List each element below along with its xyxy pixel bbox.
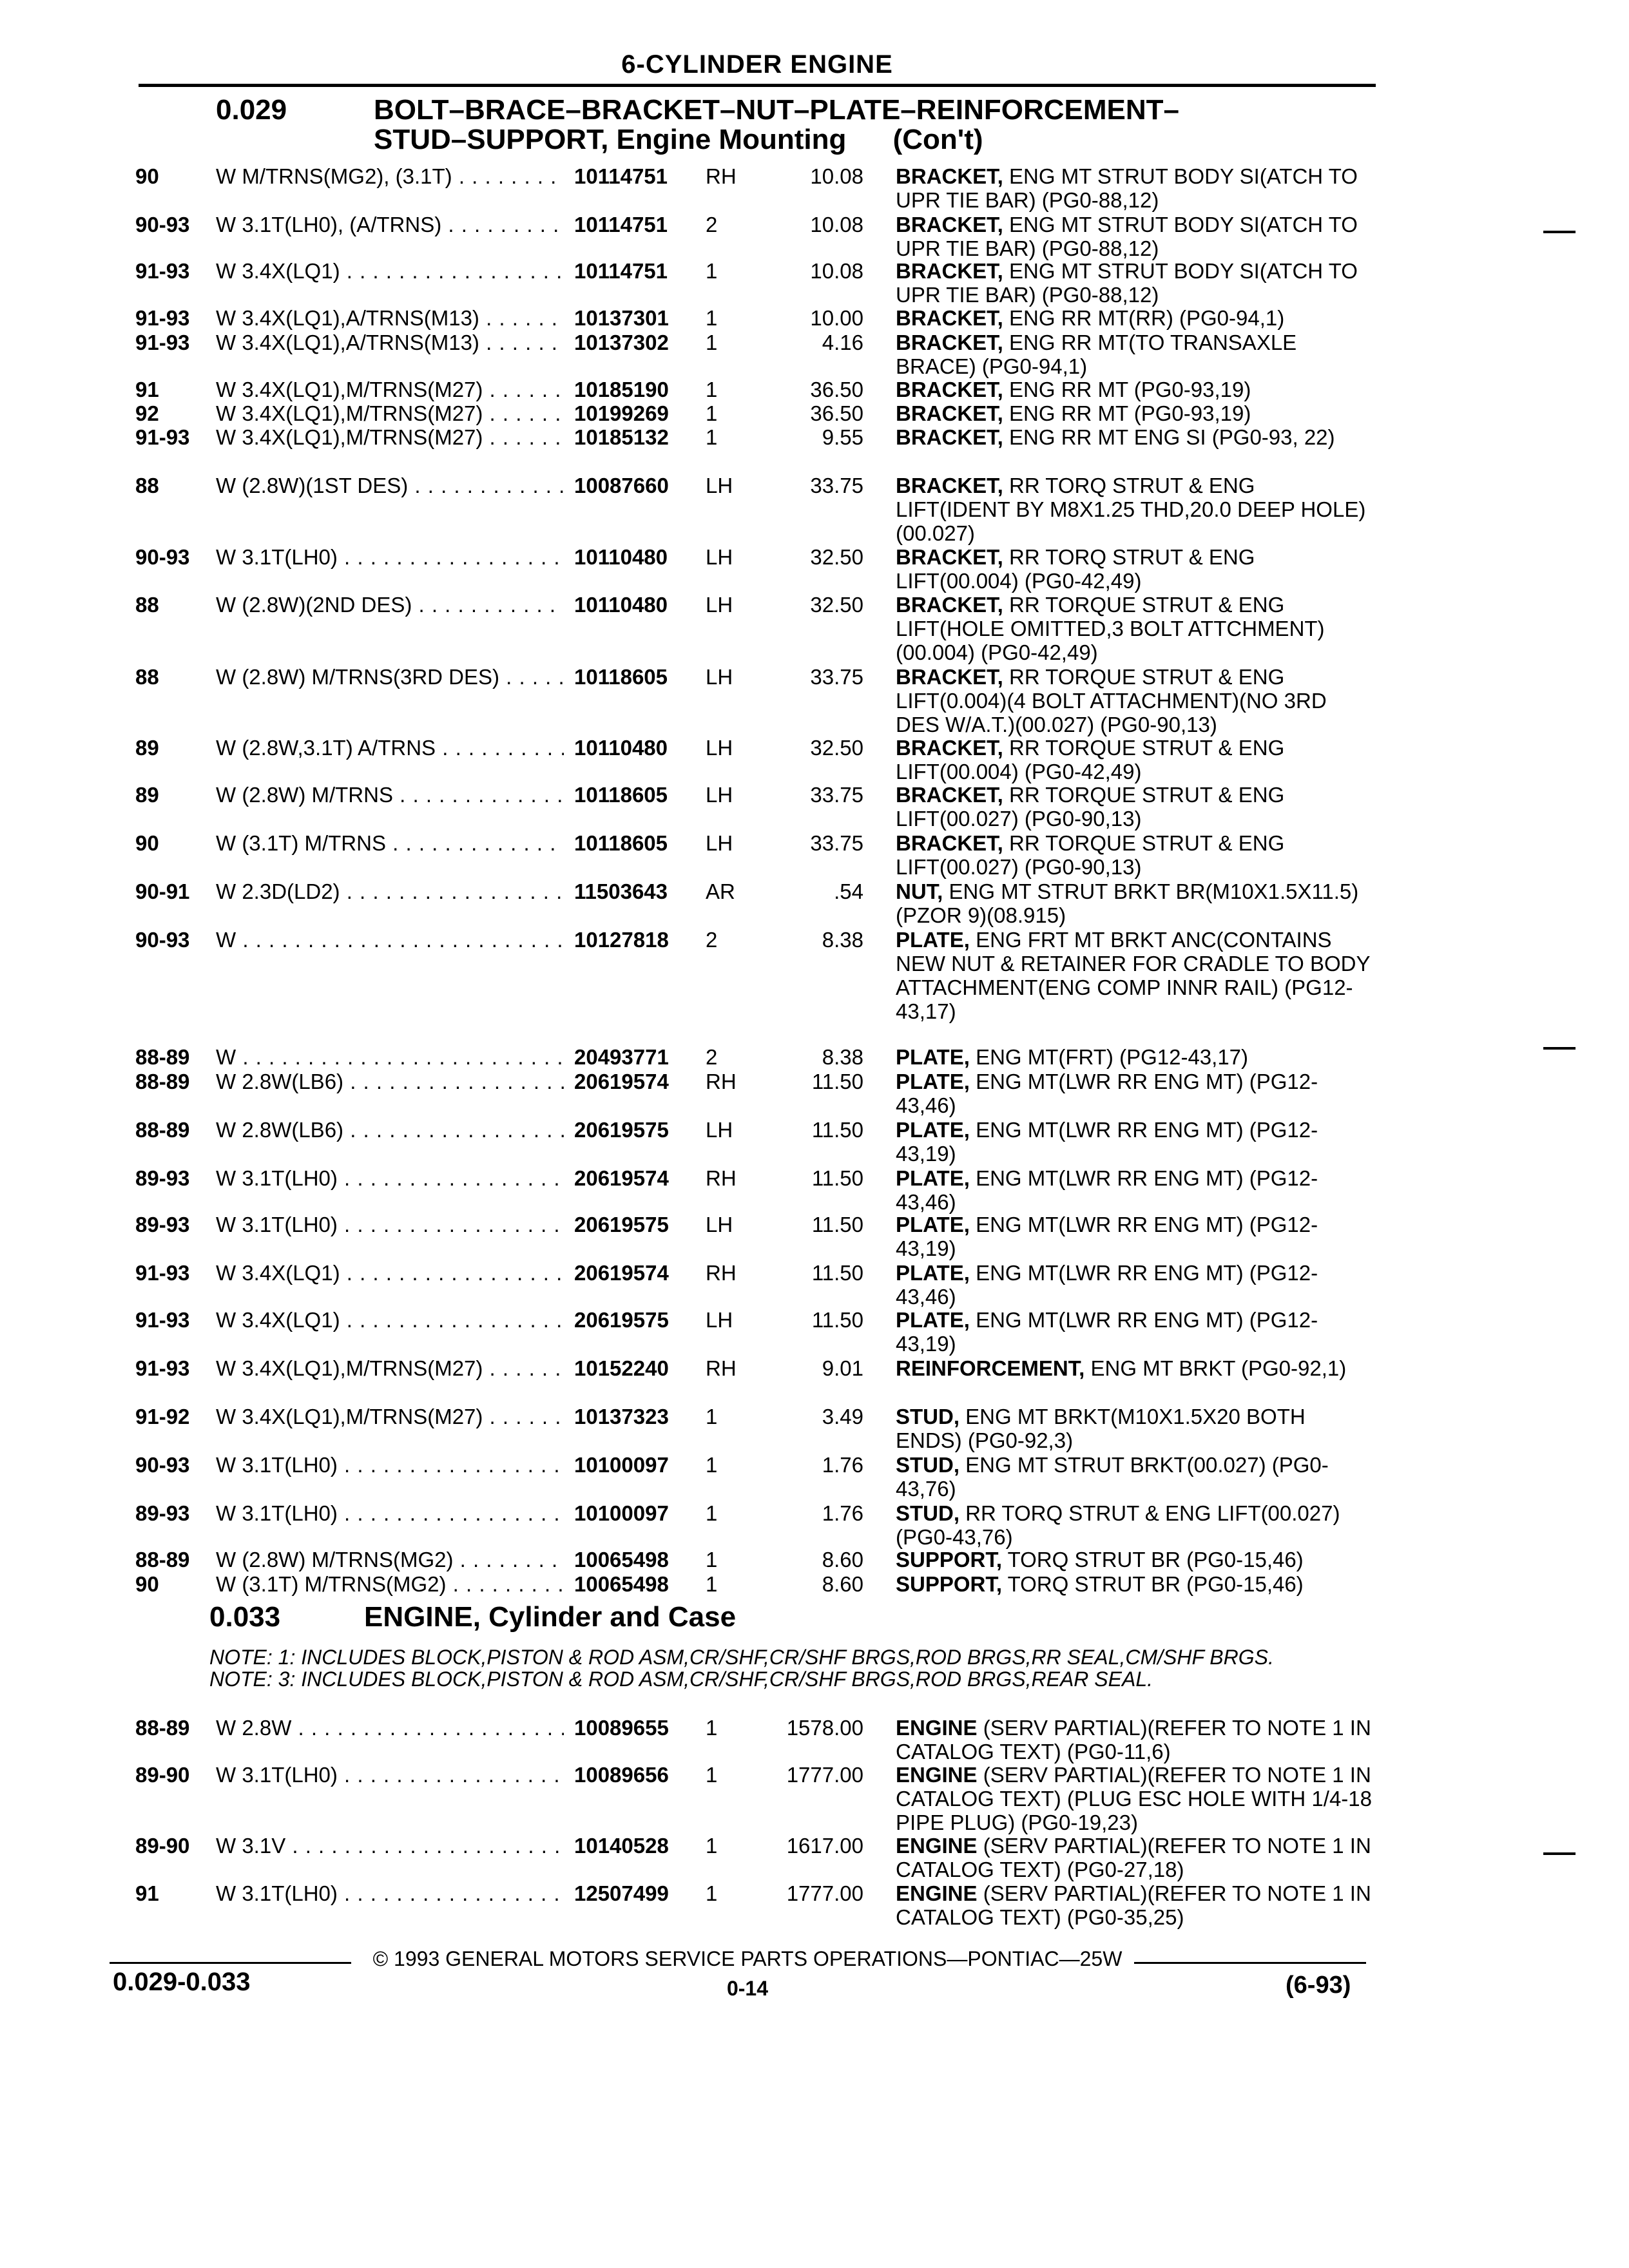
row-price: 8.60 xyxy=(822,1548,863,1571)
row-part-name: STUD, xyxy=(896,1453,959,1477)
row-application: W 3.1T(LH0) . . . xyxy=(216,545,564,569)
row-part-name: BRACKET, xyxy=(896,259,1003,283)
row-application: W 3.1V . . . xyxy=(216,1834,564,1858)
row-description xyxy=(896,1213,1373,1260)
row-description xyxy=(896,665,1373,736)
row-years: 90-93 xyxy=(135,213,190,236)
row-quantity: 2 xyxy=(706,213,718,236)
row-application: W 3.4X(LQ1) . . . xyxy=(216,1261,564,1285)
row-application: W 3.4X(LQ1),M/TRNS(M27) . . . xyxy=(216,1356,564,1380)
row-quantity: RH xyxy=(706,1070,737,1093)
row-description xyxy=(896,736,1373,783)
row-quantity: 1 xyxy=(706,1763,718,1787)
row-description xyxy=(896,1118,1373,1166)
row-quantity: LH xyxy=(706,545,733,569)
footer-date: (6-93) xyxy=(1286,1972,1351,1999)
row-description xyxy=(896,1261,1373,1309)
row-part-name: BRACKET, xyxy=(896,783,1003,807)
row-description xyxy=(896,378,1373,401)
row-price: 10.08 xyxy=(810,259,863,283)
row-price: 1777.00 xyxy=(786,1881,863,1905)
row-application: W (3.1T) M/TRNS(MG2) . . . xyxy=(216,1572,564,1596)
row-application: W 3.4X(LQ1),M/TRNS(M27) . . . xyxy=(216,378,564,401)
section-code: 0.029 xyxy=(216,94,287,126)
row-quantity: LH xyxy=(706,1308,733,1332)
row-description xyxy=(896,831,1373,879)
row-price: 33.75 xyxy=(810,474,863,497)
row-description xyxy=(896,593,1373,664)
row-part-detail: ENG RR MT (PG0-93,19) xyxy=(1009,378,1251,401)
row-part-detail: RR TORQUE STRUT & ENG LIFT(0.004)(4 BOLT ATTACHMENT)(NO 3RD DES W/A.T.)(00.027) (PG0-90,13) xyxy=(896,665,1327,736)
section-code: 0.033 xyxy=(209,1601,281,1633)
row-part-detail: ENG MT STRUT BRKT(00.027) (PG0-43,76) xyxy=(896,1453,1329,1501)
row-quantity: RH xyxy=(706,1261,737,1285)
row-application: W 3.1T(LH0) . . . xyxy=(216,1453,564,1477)
row-years: 89-93 xyxy=(135,1501,190,1525)
row-description xyxy=(896,425,1373,449)
row-description xyxy=(896,1548,1373,1571)
row-part-name: BRACKET, xyxy=(896,401,1003,425)
row-price: 1.76 xyxy=(822,1453,863,1477)
row-application: W (2.8W) M/TRNS . . . xyxy=(216,783,564,807)
row-part-detail: ENG MT BRKT (PG0-92,1) xyxy=(1090,1356,1347,1380)
row-part-name: BRACKET, xyxy=(896,378,1003,401)
row-part-name: ENGINE xyxy=(896,1763,978,1787)
row-price: 11.50 xyxy=(811,1213,863,1236)
row-part-number: 10140528 xyxy=(570,1834,669,1858)
row-part-name: PLATE, xyxy=(896,1118,970,1142)
footer-rule-left xyxy=(110,1962,351,1964)
margin-mark xyxy=(1543,1852,1576,1855)
row-years: 91-93 xyxy=(135,425,190,449)
row-application: W 3.4X(LQ1),M/TRNS(M27) . . . xyxy=(216,1405,564,1428)
row-part-name: NUT, xyxy=(896,879,943,903)
row-years: 88-89 xyxy=(135,1070,190,1093)
row-part-number: 10152240 xyxy=(570,1356,669,1380)
row-price: 9.55 xyxy=(822,425,863,449)
row-part-detail: (SERV PARTIAL)(REFER TO NOTE 1 IN CATALOG TEXT) (PG0-27,18) xyxy=(896,1834,1371,1881)
row-description xyxy=(896,783,1373,831)
row-application: W 2.3D(LD2) . . . xyxy=(216,879,564,903)
row-part-number: 10089656 xyxy=(570,1763,669,1787)
row-application: W 3.1T(LH0), (A/TRNS) . . . xyxy=(216,213,564,236)
row-years: 90-93 xyxy=(135,545,190,569)
row-quantity: LH xyxy=(706,474,733,497)
row-years: 89 xyxy=(135,736,159,760)
row-application: W 3.4X(LQ1) . . . xyxy=(216,1308,564,1332)
row-part-number: 10100097 xyxy=(570,1501,669,1525)
row-years: 90 xyxy=(135,831,159,855)
row-application: W (2.8W)(2ND DES) . . . xyxy=(216,593,564,617)
section-title xyxy=(374,95,1179,155)
row-quantity: LH xyxy=(706,831,733,855)
row-quantity: 1 xyxy=(706,1881,718,1905)
row-quantity: LH xyxy=(706,665,733,689)
footer-copyright: © 1993 GENERAL MOTORS SERVICE PARTS OPERATIONS—PONTIAC—25W xyxy=(372,1947,1123,1970)
row-part-number: 10087660 xyxy=(570,474,669,497)
row-application: W 2.8W(LB6) . . . xyxy=(216,1118,564,1142)
row-price: 11.50 xyxy=(811,1166,863,1190)
row-quantity: LH xyxy=(706,783,733,807)
row-quantity: 1 xyxy=(706,378,718,401)
row-part-number: 10127818 xyxy=(570,928,669,952)
header-rule xyxy=(139,84,1376,87)
row-part-detail: ENG RR MT (PG0-93,19) xyxy=(1009,401,1251,425)
row-quantity: 1 xyxy=(706,1405,718,1428)
row-application: W 2.8W . . . xyxy=(216,1716,564,1740)
row-part-detail: ENG MT(LWR RR ENG MT) (PG12-43,46) xyxy=(896,1261,1318,1309)
row-years: 91-93 xyxy=(135,331,190,354)
row-description xyxy=(896,1405,1373,1452)
row-part-detail: ENG MT STRUT BODY SI(ATCH TO UPR TIE BAR) (PG0-88,12) xyxy=(896,213,1358,260)
row-price: 36.50 xyxy=(810,378,863,401)
section-title: ENGINE, Cylinder and Case xyxy=(364,1601,737,1633)
row-quantity: 1 xyxy=(706,306,718,330)
note-3: NOTE: 3: INCLUDES BLOCK,PISTON & ROD ASM,CR/SHF,CR/SHF BRGS,ROD BRGS,REAR SEAL. xyxy=(209,1667,1153,1691)
row-description xyxy=(896,306,1373,330)
row-description xyxy=(896,1881,1373,1929)
row-part-number: 10118605 xyxy=(570,831,668,855)
row-application: W 3.4X(LQ1),M/TRNS(M27) . . . xyxy=(216,401,564,425)
row-description xyxy=(896,1070,1373,1117)
row-part-number: 10114751 xyxy=(570,259,668,283)
row-years: 91-93 xyxy=(135,1261,190,1285)
row-years: 92 xyxy=(135,401,159,425)
row-part-name: BRACKET, xyxy=(896,425,1003,449)
row-part-name: BRACKET, xyxy=(896,545,1003,569)
row-price: 9.01 xyxy=(822,1356,863,1380)
note-1: NOTE: 1: INCLUDES BLOCK,PISTON & ROD ASM,CR/SHF,CR/SHF BRGS,ROD BRGS,RR SEAL,CM/SHF BRGS. xyxy=(209,1646,1274,1669)
row-description xyxy=(896,1453,1373,1501)
row-price: 1.76 xyxy=(822,1501,863,1525)
row-price: 33.75 xyxy=(810,665,863,689)
row-part-detail: ENG RR MT ENG SI (PG0-93, 22) xyxy=(1009,425,1335,449)
row-part-name: BRACKET, xyxy=(896,665,1003,689)
row-price: 10.08 xyxy=(810,164,863,188)
row-part-detail: TORQ STRUT BR (PG0-15,46) xyxy=(1007,1548,1304,1571)
row-quantity: LH xyxy=(706,1213,733,1236)
row-part-detail: ENG MT(LWR RR ENG MT) (PG12-43,19) xyxy=(896,1308,1318,1356)
row-application: W (2.8W,3.1T) A/TRNS . . . xyxy=(216,736,564,760)
row-part-detail: ENG RR MT(TO TRANSAXLE BRACE) (PG0-94,1) xyxy=(896,331,1297,378)
row-description xyxy=(896,213,1373,260)
row-part-number: 10118605 xyxy=(570,783,668,807)
row-part-name: REINFORCEMENT, xyxy=(896,1356,1085,1380)
row-part-detail: ENG RR MT(RR) (PG0-94,1) xyxy=(1009,306,1285,330)
row-years: 88 xyxy=(135,593,159,617)
section-0029-heading xyxy=(216,95,1376,160)
row-price: 1578.00 xyxy=(786,1716,863,1740)
row-part-detail: RR TORQ STRUT & ENG LIFT(00.027) (PG0-43,76) xyxy=(896,1501,1340,1549)
row-part-number: 10114751 xyxy=(570,164,668,188)
row-part-name: PLATE, xyxy=(896,1213,970,1236)
row-quantity: 1 xyxy=(706,425,718,449)
row-price: 11.50 xyxy=(811,1070,863,1093)
row-years: 88-89 xyxy=(135,1548,190,1571)
row-years: 89-93 xyxy=(135,1213,190,1236)
row-price: 1777.00 xyxy=(786,1763,863,1787)
row-part-number: 20619574 xyxy=(570,1166,669,1190)
row-part-name: BRACKET, xyxy=(896,331,1003,354)
row-part-detail: RR TORQ STRUT & ENG LIFT(IDENT BY M8X1.25 THD,20.0 DEEP HOLE)(00.027) xyxy=(896,474,1366,545)
row-part-detail: RR TORQUE STRUT & ENG LIFT(HOLE OMITTED,3 BOLT ATTCHMENT)(00.004) (PG0-42,49) xyxy=(896,593,1325,664)
row-description xyxy=(896,1572,1373,1596)
row-application: W 2.8W(LB6) . . . xyxy=(216,1070,564,1093)
row-description xyxy=(896,1834,1373,1881)
row-quantity: 2 xyxy=(706,1045,718,1069)
row-part-number: 10110480 xyxy=(570,593,668,617)
row-part-name: STUD, xyxy=(896,1405,959,1428)
row-part-detail: TORQ STRUT BR (PG0-15,46) xyxy=(1007,1572,1304,1596)
row-part-detail: ENG MT(LWR RR ENG MT) (PG12-43,19) xyxy=(896,1213,1318,1260)
row-part-name: STUD, xyxy=(896,1501,959,1525)
row-years: 91-93 xyxy=(135,1308,190,1332)
row-price: 4.16 xyxy=(822,331,863,354)
row-application: W 3.1T(LH0) . . . xyxy=(216,1881,564,1905)
row-application: W . . . xyxy=(216,1045,564,1069)
row-quantity: RH xyxy=(706,164,737,188)
row-price: 3.49 xyxy=(822,1405,863,1428)
row-part-detail: ENG MT STRUT BRKT BR(M10X1.5X11.5)(PZOR 9)(08.915) xyxy=(896,879,1359,927)
row-part-number: 20619575 xyxy=(570,1213,669,1236)
row-years: 91-92 xyxy=(135,1405,190,1428)
row-part-detail: RR TORQUE STRUT & ENG LIFT(00.027) (PG0-90,13) xyxy=(896,783,1285,831)
row-quantity: 1 xyxy=(706,1501,718,1525)
row-years: 90 xyxy=(135,164,159,188)
row-part-number: 20619575 xyxy=(570,1308,669,1332)
row-years: 88-89 xyxy=(135,1045,190,1069)
row-application: W 3.1T(LH0) . . . xyxy=(216,1166,564,1190)
row-part-number: 11503643 xyxy=(570,879,668,903)
section-title-line2: STUD–SUPPORT, Engine Mounting xyxy=(374,124,847,155)
row-years: 90-93 xyxy=(135,1453,190,1477)
row-part-name: SUPPORT, xyxy=(896,1572,1003,1596)
row-part-detail: ENG MT(LWR RR ENG MT) (PG12-43,19) xyxy=(896,1118,1318,1166)
row-part-detail: (SERV PARTIAL)(REFER TO NOTE 1 IN CATALOG TEXT) (PG0-35,25) xyxy=(896,1881,1371,1929)
row-application: W (3.1T) M/TRNS . . . xyxy=(216,831,564,855)
row-years: 89-90 xyxy=(135,1763,190,1787)
notes xyxy=(209,1646,1369,1690)
row-years: 88-89 xyxy=(135,1716,190,1740)
row-description xyxy=(896,928,1373,1023)
row-part-detail: RR TORQ STRUT & ENG LIFT(00.004) (PG0-42,49) xyxy=(896,545,1255,593)
page-header: 6-CYLINDER ENGINE xyxy=(621,50,893,79)
row-description xyxy=(896,259,1373,307)
row-price: 1617.00 xyxy=(786,1834,863,1858)
row-application: W 3.4X(LQ1),A/TRNS(M13) . . . xyxy=(216,306,564,330)
row-years: 89-93 xyxy=(135,1166,190,1190)
row-part-name: PLATE, xyxy=(896,1166,970,1190)
row-part-detail: (SERV PARTIAL)(REFER TO NOTE 1 IN CATALOG TEXT) (PLUG ESC HOLE WITH 1/4-18 PIPE PLUG) (PG0-19,23) xyxy=(896,1763,1372,1834)
row-part-name: ENGINE xyxy=(896,1834,978,1858)
row-years: 89-90 xyxy=(135,1834,190,1858)
row-price: .54 xyxy=(834,879,863,903)
row-part-number: 20493771 xyxy=(570,1045,669,1069)
row-description xyxy=(896,401,1373,425)
row-part-detail: RR TORQUE STRUT & ENG LIFT(00.004) (PG0-42,49) xyxy=(896,736,1285,783)
row-price: 32.50 xyxy=(810,593,863,617)
row-years: 91 xyxy=(135,378,159,401)
row-part-name: PLATE, xyxy=(896,1045,970,1069)
row-part-number: 10137302 xyxy=(570,331,669,354)
row-part-name: SUPPORT, xyxy=(896,1548,1003,1571)
row-quantity: 1 xyxy=(706,1572,718,1596)
row-years: 90 xyxy=(135,1572,159,1596)
row-part-name: BRACKET, xyxy=(896,306,1003,330)
row-part-number: 10065498 xyxy=(570,1572,669,1596)
row-quantity: LH xyxy=(706,1118,733,1142)
margin-mark xyxy=(1543,1047,1576,1050)
row-part-number: 10185132 xyxy=(570,425,669,449)
row-part-name: BRACKET, xyxy=(896,474,1003,497)
row-quantity: 2 xyxy=(706,928,718,952)
section-title-line1: BOLT–BRACE–BRACKET–NUT–PLATE–REINFORCEMENT– xyxy=(374,94,1180,126)
row-price: 8.38 xyxy=(822,928,863,952)
row-description xyxy=(896,879,1373,927)
row-part-name: BRACKET, xyxy=(896,736,1003,760)
row-years: 91-93 xyxy=(135,1356,190,1380)
row-quantity: RH xyxy=(706,1166,737,1190)
row-part-number: 10118605 xyxy=(570,665,668,689)
row-part-number: 10137323 xyxy=(570,1405,669,1428)
row-years: 91-93 xyxy=(135,259,190,283)
row-part-detail: (SERV PARTIAL)(REFER TO NOTE 1 IN CATALOG TEXT) (PG0-11,6) xyxy=(896,1716,1371,1763)
row-part-name: BRACKET, xyxy=(896,213,1003,236)
row-application: W 3.1T(LH0) . . . xyxy=(216,1501,564,1525)
row-quantity: 1 xyxy=(706,259,718,283)
margin-mark xyxy=(1543,231,1576,233)
row-part-name: BRACKET, xyxy=(896,164,1003,188)
footer-range: 0.029-0.033 xyxy=(113,1968,251,1996)
section-0033-heading xyxy=(209,1602,1369,1635)
row-part-number: 10100097 xyxy=(570,1453,669,1477)
row-part-detail: ENG MT BRKT(M10X1.5X20 BOTH ENDS) (PG0-92,3) xyxy=(896,1405,1306,1452)
row-description xyxy=(896,1166,1373,1214)
row-part-name: PLATE, xyxy=(896,1070,970,1093)
row-quantity: 1 xyxy=(706,401,718,425)
row-price: 11.50 xyxy=(811,1118,863,1142)
row-quantity: LH xyxy=(706,593,733,617)
row-description xyxy=(896,164,1373,212)
row-part-number: 10065498 xyxy=(570,1548,669,1571)
row-description xyxy=(896,1356,1373,1380)
row-price: 11.50 xyxy=(811,1261,863,1285)
row-quantity: 1 xyxy=(706,331,718,354)
row-price: 10.08 xyxy=(810,213,863,236)
row-price: 8.60 xyxy=(822,1572,863,1596)
row-description xyxy=(896,1308,1373,1356)
row-part-name: PLATE, xyxy=(896,928,970,952)
row-description xyxy=(896,1716,1373,1763)
row-part-number: 10199269 xyxy=(570,401,669,425)
row-part-number: 10110480 xyxy=(570,545,668,569)
row-quantity: 1 xyxy=(706,1834,718,1858)
row-years: 90-91 xyxy=(135,879,190,903)
footer-page-number: 0-14 xyxy=(726,1977,769,2000)
row-part-number: 12507499 xyxy=(570,1881,669,1905)
row-years: 89 xyxy=(135,783,159,807)
row-application: W 3.4X(LQ1),M/TRNS(M27) . . . xyxy=(216,425,564,449)
row-application: W (2.8W)(1ST DES) . . . xyxy=(216,474,564,497)
row-quantity: RH xyxy=(706,1356,737,1380)
row-application: W (2.8W) M/TRNS(3RD DES) . . . xyxy=(216,665,564,689)
row-years: 88 xyxy=(135,474,159,497)
row-price: 33.75 xyxy=(810,783,863,807)
row-price: 32.50 xyxy=(810,545,863,569)
row-application: W 3.1T(LH0) . . . xyxy=(216,1763,564,1787)
row-years: 90-93 xyxy=(135,928,190,952)
row-description xyxy=(896,545,1373,593)
footer-rule-right xyxy=(1134,1962,1366,1964)
row-part-detail: ENG MT(LWR RR ENG MT) (PG12-43,46) xyxy=(896,1070,1318,1117)
row-years: 91-93 xyxy=(135,306,190,330)
row-description xyxy=(896,1763,1373,1834)
row-part-name: BRACKET, xyxy=(896,831,1003,855)
row-part-detail: ENG MT(LWR RR ENG MT) (PG12-43,46) xyxy=(896,1166,1318,1214)
row-part-number: 20619575 xyxy=(570,1118,669,1142)
row-quantity: 1 xyxy=(706,1716,718,1740)
row-part-detail: ENG MT STRUT BODY SI(ATCH TO UPR TIE BAR) (PG0-88,12) xyxy=(896,164,1358,212)
row-price: 32.50 xyxy=(810,736,863,760)
row-price: 8.38 xyxy=(822,1045,863,1069)
row-application: W 3.4X(LQ1) . . . xyxy=(216,259,564,283)
row-part-detail: RR TORQUE STRUT & ENG LIFT(00.027) (PG0-90,13) xyxy=(896,831,1285,879)
row-part-number: 10089655 xyxy=(570,1716,669,1740)
row-years: 88-89 xyxy=(135,1118,190,1142)
row-application: W 3.1T(LH0) . . . xyxy=(216,1213,564,1236)
row-price: 10.00 xyxy=(810,306,863,330)
row-years: 91 xyxy=(135,1881,159,1905)
row-part-number: 10110480 xyxy=(570,736,668,760)
row-description xyxy=(896,474,1373,545)
section-cont: (Con't) xyxy=(892,124,983,155)
row-part-name: ENGINE xyxy=(896,1881,978,1905)
row-application: W 3.4X(LQ1),A/TRNS(M13) . . . xyxy=(216,331,564,354)
row-description xyxy=(896,1045,1373,1069)
row-price: 33.75 xyxy=(810,831,863,855)
row-part-name: ENGINE xyxy=(896,1716,978,1740)
row-price: 36.50 xyxy=(810,401,863,425)
row-description xyxy=(896,331,1373,378)
row-description xyxy=(896,1501,1373,1549)
row-price: 11.50 xyxy=(811,1308,863,1332)
row-years: 88 xyxy=(135,665,159,689)
row-part-number: 10114751 xyxy=(570,213,668,236)
row-application: W (2.8W) M/TRNS(MG2) . . . xyxy=(216,1548,564,1571)
row-part-number: 10137301 xyxy=(570,306,669,330)
row-quantity: 1 xyxy=(706,1548,718,1571)
row-part-number: 20619574 xyxy=(570,1070,669,1093)
row-part-detail: ENG MT(FRT) (PG12-43,17) xyxy=(976,1045,1249,1069)
row-application: W M/TRNS(MG2), (3.1T) . . . xyxy=(216,164,564,188)
row-application: W . . . xyxy=(216,928,564,952)
row-part-detail: ENG MT STRUT BODY SI(ATCH TO UPR TIE BAR) (PG0-88,12) xyxy=(896,259,1358,307)
row-quantity: AR xyxy=(706,879,735,903)
row-part-name: BRACKET, xyxy=(896,593,1003,617)
row-quantity: 1 xyxy=(706,1453,718,1477)
row-part-number: 20619574 xyxy=(570,1261,669,1285)
row-part-name: PLATE, xyxy=(896,1261,970,1285)
row-part-detail: ENG FRT MT BRKT ANC(CONTAINS NEW NUT & RETAINER FOR CRADLE TO BODY ATTACHMENT(ENG COMP INNR RAIL) (PG12-43,17) xyxy=(896,928,1370,1023)
row-part-number: 10185190 xyxy=(570,378,669,401)
row-quantity: LH xyxy=(706,736,733,760)
row-part-name: PLATE, xyxy=(896,1308,970,1332)
